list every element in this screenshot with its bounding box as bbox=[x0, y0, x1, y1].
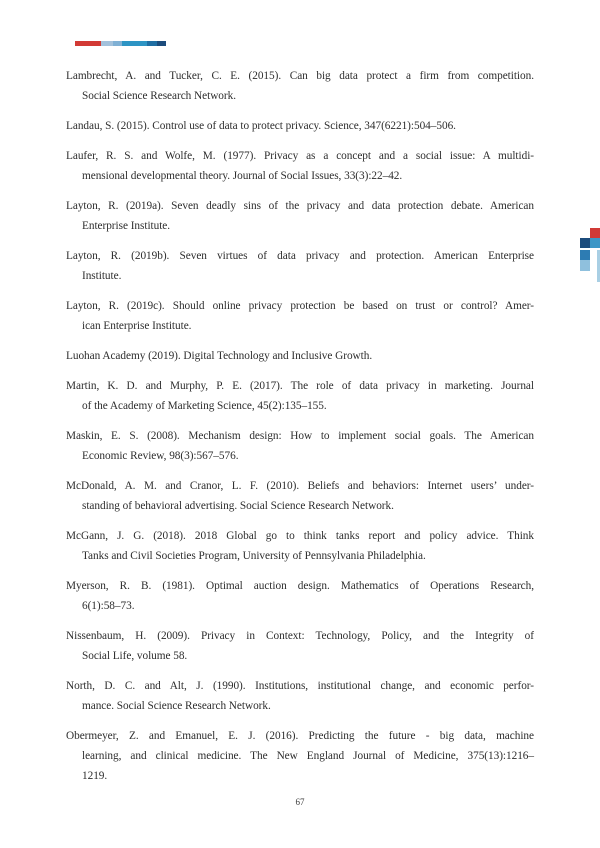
reference-entry bbox=[66, 296, 534, 336]
reference-entry bbox=[66, 626, 534, 666]
reference-line: Obermeyer, Z. and Emanuel, E. J. (2016). Predicting the future - big data, machine bbox=[66, 730, 534, 742]
brand-bar-segment bbox=[101, 41, 113, 46]
reference-line: Myerson, R. B. (1981). Optimal auction design. Mathematics of Operations Research, bbox=[66, 580, 534, 592]
reference-entry bbox=[66, 676, 534, 716]
reference-entry bbox=[66, 426, 534, 466]
brand-bar-segment bbox=[157, 41, 166, 46]
reference-line: Tanks and Civil Societies Program, University of Pennsylvania Philadelphia. bbox=[82, 550, 426, 562]
reference-line: Lambrecht, A. and Tucker, C. E. (2015). Can big data protect a firm from competition. bbox=[66, 70, 534, 82]
reference-line: mance. Social Science Research Network. bbox=[82, 700, 271, 712]
reference-line: Layton, R. (2019b). Seven virtues of data privacy and protection. American Enterprise bbox=[66, 250, 534, 262]
reference-line: Social Science Research Network. bbox=[82, 90, 236, 102]
brand-bar-segment bbox=[113, 41, 122, 46]
reference-line: North, D. C. and Alt, J. (1990). Institutions, institutional change, and economic perfor- bbox=[66, 680, 534, 692]
reference-entry bbox=[66, 726, 534, 786]
reference-line: Layton, R. (2019c). Should online privacy protection be based on trust or control? Amer- bbox=[66, 300, 534, 312]
reference-entry bbox=[66, 66, 534, 106]
reference-line: 1219. bbox=[82, 770, 108, 782]
reference-line: ican Enterprise Institute. bbox=[82, 320, 192, 332]
reference-line: Laufer, R. S. and Wolfe, M. (1977). Privacy as a concept and a social issue: A multidi- bbox=[66, 150, 534, 162]
reference-entry bbox=[66, 146, 534, 186]
reference-line: McGann, J. G. (2018). 2018 Global go to think tanks report and policy advice. Think bbox=[66, 530, 534, 542]
reference-line: Enterprise Institute. bbox=[82, 220, 171, 232]
corner-mark-decoration bbox=[580, 227, 600, 287]
reference-line: of the Academy of Marketing Science, 45(2):135–155. bbox=[82, 400, 327, 412]
reference-entry bbox=[66, 376, 534, 416]
reference-line: Economic Review, 98(3):567–576. bbox=[82, 450, 239, 462]
reference-line: Luohan Academy (2019). Digital Technology and Inclusive Growth. bbox=[66, 350, 373, 362]
reference-line: Landau, S. (2015). Control use of data to protect privacy. Science, 347(6221):504–506. bbox=[66, 120, 456, 132]
brand-bar-segment bbox=[75, 41, 101, 46]
reference-line: Martin, K. D. and Murphy, P. E. (2017). The role of data privacy in marketing. Journal bbox=[66, 380, 534, 392]
reference-entry bbox=[66, 526, 534, 566]
reference-entry bbox=[66, 346, 534, 366]
page-number: 67 bbox=[295, 797, 305, 807]
reference-line: Institute. bbox=[82, 270, 122, 282]
corner-mark-square bbox=[590, 238, 600, 248]
brand-bar-logo bbox=[75, 41, 166, 46]
reference-line: Social Life, volume 58. bbox=[82, 650, 188, 662]
reference-entry bbox=[66, 476, 534, 516]
reference-line: learning, and clinical medicine. The New England Journal of Medicine, 375(13):1216– bbox=[82, 750, 534, 762]
corner-mark-square bbox=[580, 250, 590, 260]
reference-line: standing of behavioral advertising. Social Science Research Network. bbox=[82, 500, 394, 512]
brand-bar-segment bbox=[122, 41, 147, 46]
reference-entry bbox=[66, 116, 534, 136]
corner-mark-square bbox=[580, 238, 590, 248]
reference-entry bbox=[66, 246, 534, 286]
reference-line: 6(1):58–73. bbox=[82, 600, 135, 612]
reference-line: Maskin, E. S. (2008). Mechanism design: How to implement social goals. The American bbox=[66, 430, 534, 442]
reference-line: Nissenbaum, H. (2009). Privacy in Context: Technology, Policy, and the Integrity of bbox=[66, 630, 534, 642]
reference-entry bbox=[66, 196, 534, 236]
reference-line: McDonald, A. M. and Cranor, L. F. (2010). Beliefs and behaviors: Internet users’ under- bbox=[66, 480, 534, 492]
references-list bbox=[66, 66, 534, 796]
corner-mark-square bbox=[580, 260, 590, 271]
reference-line: Layton, R. (2019a). Seven deadly sins of the privacy and data protection debate. American bbox=[66, 200, 534, 212]
brand-bar-segment bbox=[147, 41, 157, 46]
corner-mark-square bbox=[590, 228, 600, 238]
reference-line: mensional developmental theory. Journal of Social Issues, 33(3):22–42. bbox=[82, 170, 403, 182]
reference-entry bbox=[66, 576, 534, 616]
